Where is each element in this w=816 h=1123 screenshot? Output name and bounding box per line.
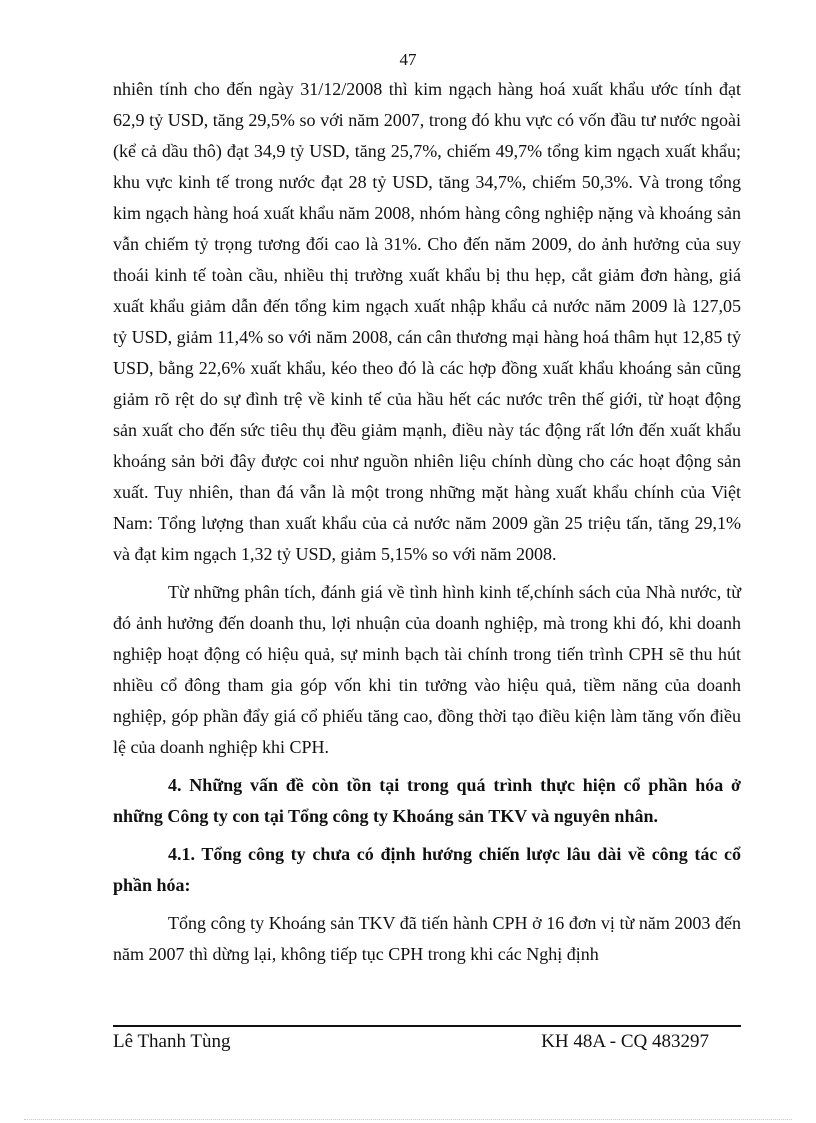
section-heading: 4. Những vấn đề còn tồn tại trong quá trình thực hiện cổ phần hóa ở những Công ty con tại Tổng công ty Khoáng sản TKV và nguyên nhân. [113,775,741,826]
page-number: 47 [399,50,417,69]
subsection-heading: 4.1. Tổng công ty chưa có định hướng chiến lược lâu dài về công tác cổ phần hóa: [113,844,741,895]
document-body [113,74,741,970]
footer-author: Lê Thanh Tùng [113,1031,231,1052]
footer-divider [113,1025,741,1027]
footer-class-code: KH 48A - CQ 483297 [541,1031,709,1052]
body-paragraph: Tổng công ty Khoáng sản TKV đã tiến hành CPH ở 16 đơn vị từ năm 2003 đến năm 2007 thì dừng lại, không tiếp tục CPH trong khi các Nghị định [113,913,741,964]
page-bottom-border [24,1119,792,1120]
body-paragraph: nhiên tính cho đến ngày 31/12/2008 thì kim ngạch hàng hoá xuất khẩu ước tính đạt 62,9 tỷ USD, tăng 29,5% so với năm 2007, trong đó khu vực có vốn đầu tư nước ngoài (kể cả dầu thô) đạt 34,9 tỷ USD, tăng 25,7%, chiếm 49,7% tổng kim ngạch xuất khẩu; khu vực kinh tế trong nước đạt 28 tỷ USD, tăng 34,7%, chiếm 50,3%. Và trong tổng kim ngạch hàng hoá xuất khẩu năm 2008, nhóm hàng công nghiệp nặng và khoáng sản vẫn chiếm tỷ trọng tương đối cao là 31%. Cho đến năm 2009, do ảnh hưởng của suy thoái kinh tế toàn cầu, nhiều thị trường xuất khẩu bị thu hẹp, cắt giảm đơn hàng, giá xuất khẩu giảm dẫn đến tổng kim ngạch xuất nhập khẩu cả nước năm 2009 là 127,05 tỷ USD, giảm 11,4% so với năm 2008, cán cân thương mại hàng hoá thâm hụt 12,85 tỷ USD, bằng 22,6% xuất khẩu, kéo theo đó là các hợp đồng xuất khẩu khoáng sản cũng giảm rõ rệt do sự đình trệ về kinh tế của hầu hết các nước trên thế giới, từ hoạt động sản xuất cho đến sức tiêu thụ đều giảm mạnh, điều này tác động rất lớn đến xuất khẩu khoáng sản bởi đây được coi như nguồn nhiên liệu chính dùng cho các hoạt động sản xuất. Tuy nhiên, than đá vẫn là một trong những mặt hàng xuất khẩu chính của Việt Nam: Tổng lượng than xuất khẩu của cả nước năm 2009 gần 25 triệu tấn, tăng 29,1% và đạt kim ngạch 1,32 tỷ USD, giảm 5,15% so với năm 2008. [113,79,741,564]
body-paragraph: Từ những phân tích, đánh giá về tình hình kinh tế,chính sách của Nhà nước, từ đó ảnh hưởng đến doanh thu, lợi nhuận của doanh nghiệp, mà trong khi đó, khi doanh nghiệp hoạt động có hiệu quả, sự minh bạch tài chính trong tiến trình CPH sẽ thu hút nhiều cổ đông tham gia góp vốn khi tin tưởng vào hiệu quả, tiềm năng của doanh nghiệp, góp phần đẩy giá cổ phiếu tăng cao, đồng thời tạo điều kiện làm tăng vốn điều lệ của doanh nghiệp khi CPH. [113,582,741,757]
